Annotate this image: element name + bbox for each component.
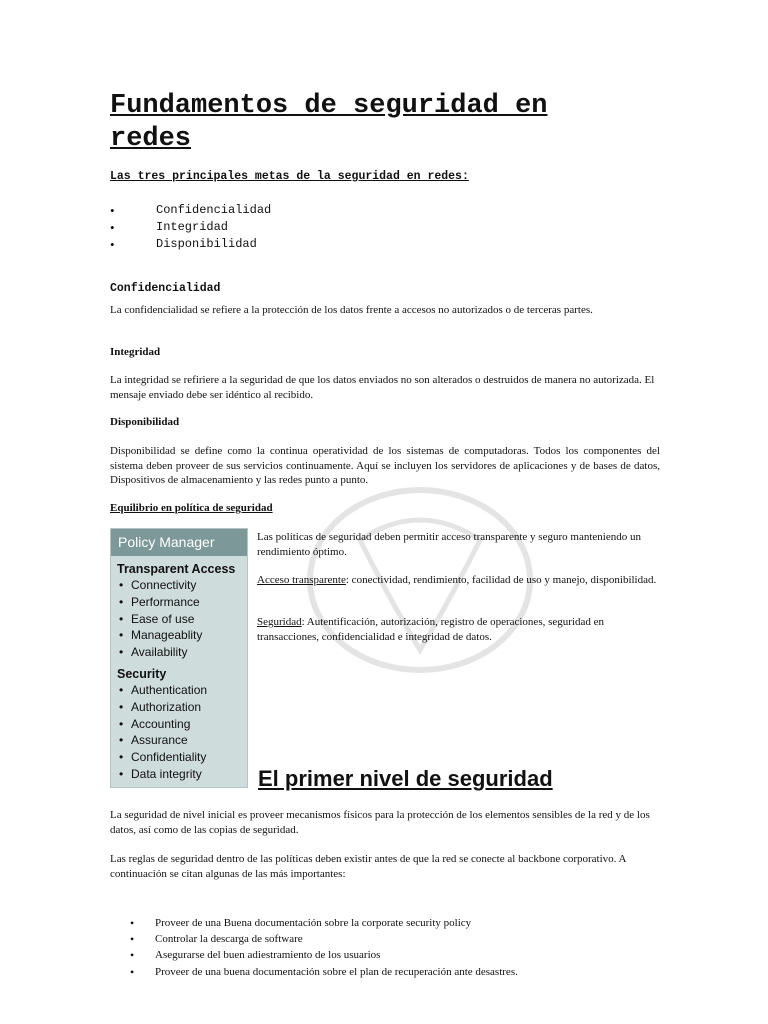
disponibilidad-heading: Disponibilidad — [110, 416, 180, 428]
list-item: • Confidentiality — [111, 749, 247, 766]
policy-manager-panel — [110, 528, 248, 788]
goals-subtitle: Las tres principales metas de la seguridad en redes: — [110, 170, 469, 183]
list-item: • Authentication — [111, 682, 247, 699]
disponibilidad-text: Disponibilidad se define como la continua operatividad de los sistemas de computadoras. Todos los componentes del sistema deben proveer de sus servicios continuamente. Aquí se incluyen los servidores de aplicaciones y de bases de datos, Dispositivos de almacenamiento y las redes punto a punto. — [110, 445, 660, 486]
list-item: • Ease of use — [111, 611, 247, 628]
list-item: • Performance — [111, 594, 247, 611]
list-item: • Assurance — [111, 732, 247, 749]
list-item: • Confidencialidad — [110, 202, 271, 219]
first-level-paragraph-1: La seguridad de nivel inicial es proveer mecanismos físicos para la protección de los elementos sensibles de la red y de los datos, así como de las copias de seguridad. — [110, 809, 650, 836]
list-item: • Connectivity — [111, 577, 247, 594]
acceso-transparente-text — [257, 573, 657, 588]
confidencialidad-heading: Confidencialidad — [110, 282, 221, 295]
transparent-access-list — [111, 577, 247, 661]
transparent-access-heading: Transparent Access — [117, 562, 236, 576]
integridad-text: La integridad se refiriere a la seguridad de que los datos enviados no son alterados o destruidos de manera no autorizada. El mensaje enviado debe ser idéntico al recibido. — [110, 374, 655, 401]
list-item: • Authorization — [111, 699, 247, 716]
first-level-paragraph-2: Las reglas de seguridad dentro de las políticas deben existir antes de que la red se conecte al backbone corporativo. A continuación se citan algunas de las más importantes: — [110, 853, 626, 880]
policy-manager-header: Policy Manager — [111, 529, 247, 556]
page-title: Fundamentos de seguridad en redes — [110, 91, 548, 154]
list-item: • Data integrity — [111, 766, 247, 783]
list-item: • Integridad — [110, 219, 271, 236]
security-list — [111, 682, 247, 783]
list-item: • Asegurarse del buen adiestramiento de los usuarios — [130, 947, 518, 963]
list-item: • Accounting — [111, 716, 247, 733]
list-item: • Disponibilidad — [110, 236, 271, 253]
seguridad-label: Seguridad — [257, 616, 302, 628]
acceso-transparente-label: Acceso transparente — [257, 574, 346, 586]
seguridad-desc: : Autentificación, autorización, registro de operaciones, seguridad en transacciones, confidencialidad e integridad de datos. — [257, 616, 604, 643]
policy-intro-text: Las políticas de seguridad deben permitir acceso transparente y seguro manteniendo un rendimiento óptimo. — [257, 531, 641, 558]
seguridad-text — [257, 615, 657, 644]
list-item: • Controlar la descarga de software — [130, 931, 518, 947]
goals-list — [110, 202, 271, 253]
first-level-heading: El primer nivel de seguridad — [258, 766, 553, 791]
security-heading: Security — [117, 666, 167, 681]
list-item: • Proveer de una Buena documentación sobre la corporate security policy — [130, 915, 518, 931]
list-item: • Proveer de una buena documentación sobre el plan de recuperación ante desastres. — [130, 964, 518, 980]
integridad-heading: Integridad — [110, 346, 161, 358]
first-level-bullets — [130, 915, 518, 980]
acceso-transparente-desc: : conectividad, rendimiento, facilidad de uso y manejo, disponibilidad. — [345, 574, 657, 586]
confidencialidad-text: La confidencialidad se refiere a la protección de los datos frente a accesos no autorizados o de terceras partes. — [110, 304, 593, 316]
equilibrio-heading: Equilibrio en política de seguridad — [110, 502, 273, 514]
list-item: • Manageablity — [111, 627, 247, 644]
list-item: • Availability — [111, 644, 247, 661]
